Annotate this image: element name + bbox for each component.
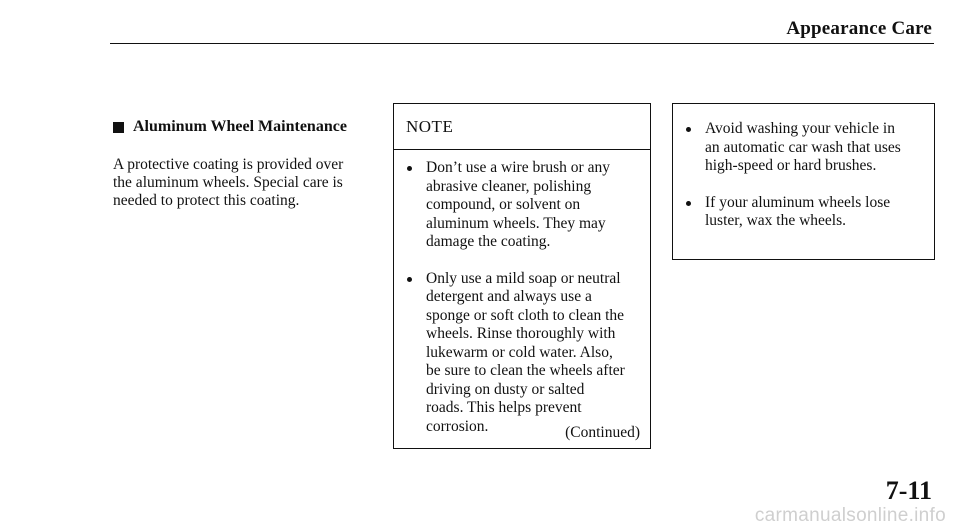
tips-bullet-list xyxy=(673,104,934,231)
bullet-line: aluminum wheels. They may xyxy=(426,214,606,232)
tips-box xyxy=(672,103,935,260)
bullet-dot-icon xyxy=(407,277,412,282)
bullet-line: luster, wax the wheels. xyxy=(705,212,846,229)
page-header-title: Appearance Care xyxy=(786,18,932,39)
bullet-line: sponge or soft cloth to clean the xyxy=(426,306,625,324)
note-title: NOTE xyxy=(394,104,650,150)
bullet-line: corrosion. xyxy=(426,417,489,435)
intro-line: needed to protect this coating. xyxy=(113,192,300,209)
bullet-dot-icon xyxy=(686,127,691,132)
intro-line: the aluminum wheels. Special care is xyxy=(113,174,343,191)
intro-paragraph xyxy=(113,156,373,210)
bullet-line: roads. This helps prevent xyxy=(426,399,582,416)
note-box xyxy=(393,103,651,449)
bullet-line: wheels. Rinse thoroughly with xyxy=(426,325,616,342)
square-bullet-icon xyxy=(113,122,124,133)
bullet-line: be sure to clean the wheels after xyxy=(426,362,625,379)
tips-bullet-item xyxy=(673,120,934,176)
tips-bullet-item xyxy=(673,194,934,231)
bullet-line: Avoid washing your vehicle in xyxy=(705,120,895,137)
page-number: 7-11 xyxy=(885,476,932,505)
bullet-line: compound, or solvent on xyxy=(426,196,581,213)
header-rule xyxy=(110,43,934,44)
note-bullet-item xyxy=(394,270,650,437)
section-heading xyxy=(113,118,347,136)
note-bullet-item xyxy=(394,159,650,252)
bullet-line: damage the coating. xyxy=(426,233,551,250)
bullet-line: Don’t use a wire brush or any xyxy=(426,159,610,176)
intro-line: A protective coating is provided over xyxy=(113,156,344,173)
bullet-line: lukewarm or cold water. Also, xyxy=(426,343,613,361)
bullet-line: driving on dusty or salted xyxy=(426,380,585,398)
bullet-line: If your aluminum wheels lose xyxy=(705,193,891,211)
bullet-dot-icon xyxy=(686,201,691,206)
bullet-line: detergent and always use a xyxy=(426,288,592,305)
watermark: carmanualsonline.info xyxy=(754,505,946,526)
note-bullet-list xyxy=(394,150,650,436)
section-heading-text: Aluminum Wheel Maintenance xyxy=(133,118,347,135)
bullet-line: abrasive cleaner, polishing xyxy=(426,177,592,195)
bullet-dot-icon xyxy=(407,166,412,171)
bullet-line: Only use a mild soap or neutral xyxy=(426,269,621,287)
continued-label: (Continued) xyxy=(565,424,640,441)
bullet-line: high-speed or hard brushes. xyxy=(705,157,877,174)
bullet-line: an automatic car wash that uses xyxy=(705,138,901,156)
